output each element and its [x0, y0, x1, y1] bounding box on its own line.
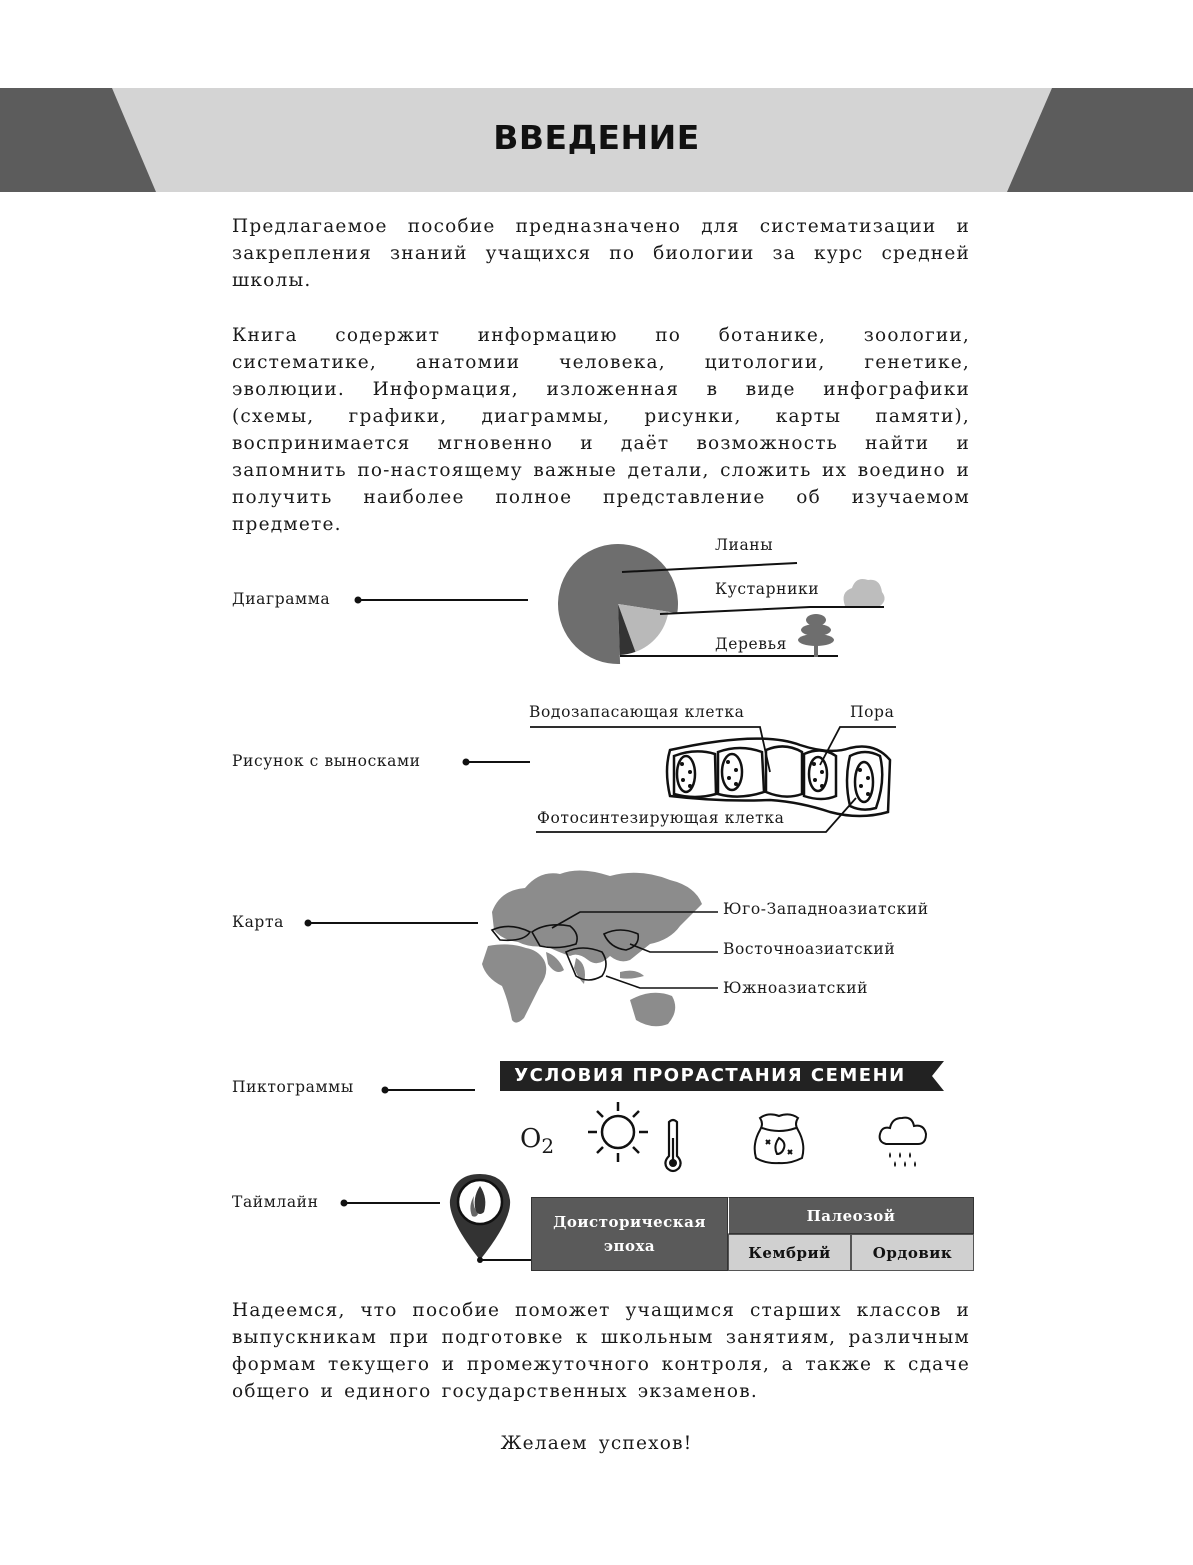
closing-wish: Желаем успехов! — [500, 1433, 693, 1454]
intro-paragraph-1: Предлагаемое пособие предназначено для систематизации и закрепления знаний учащихся по биологии за курс средней школы. — [232, 216, 970, 291]
timeline-subperiod: Кембрий — [728, 1234, 851, 1271]
pictograms-leader — [377, 1080, 477, 1100]
page-title: ВВЕДЕНИЕ — [493, 118, 700, 157]
timeline-leader — [336, 1193, 442, 1213]
timeline-period: Палеозой — [728, 1197, 974, 1234]
legend-trees: Деревья — [715, 635, 788, 653]
timeline-era: Доисторическая эпоха — [531, 1197, 728, 1271]
callout-photo-cell: Фотосинтезирующая клетка — [537, 809, 785, 827]
drawing-label: Рисунок с выносками — [232, 752, 421, 770]
oxygen-icon — [520, 1124, 554, 1158]
location-pin-icon — [442, 1170, 538, 1270]
map-label: Карта — [232, 913, 284, 931]
callout-pore: Пора — [850, 703, 895, 721]
timeline-subperiod: Ордовик — [851, 1234, 974, 1271]
drawing-leader — [458, 752, 532, 772]
rain-cloud-icon — [876, 1110, 930, 1170]
pictograms-banner: УСЛОВИЯ ПРОРАСТАНИЯ СЕМЕНИ — [514, 1065, 906, 1086]
oxygen-symbol: O — [520, 1124, 542, 1154]
pictograms-label: Пиктограммы — [232, 1078, 354, 1096]
world-map — [480, 860, 720, 1035]
region-southwest-asia: Юго-Западноазиатский — [723, 900, 929, 918]
diagram-leader — [350, 590, 530, 610]
timeline-label: Таймлайн — [232, 1193, 319, 1211]
seed-bag-icon — [748, 1108, 810, 1168]
region-south-asia: Южноазиатский — [723, 979, 869, 997]
sun-icon — [586, 1100, 650, 1164]
legend-lianas: Лианы — [715, 536, 774, 554]
intro-paragraph-2: Книга содержит информацию по ботанике, зоологии, систематике, анатомии человека, цитологии, генетике, эволюции. Информация, изложенная в виде инфографики (схемы, графики, диаграммы, рисунки, карты памяти), воспринимается мгновенно и даёт возможность найти и запомнить по-настоящему важные детали, сложить их воедино и получить наиболее полное представление об изучаемом предмете. — [232, 325, 970, 535]
legend-shrubs: Кустарники — [715, 580, 820, 598]
leaf-cells-drawing — [530, 720, 900, 835]
bush-icon — [844, 579, 885, 606]
oxygen-subscript: 2 — [541, 1134, 555, 1159]
diagram-label: Диаграмма — [232, 590, 331, 608]
thermometer-icon — [660, 1118, 686, 1174]
outro-paragraph: Надеемся, что пособие поможет учащимся старших классов и выпускникам при подготовке к школьным занятиям, различным формам текущего и промежуточного контроля, а также к сдаче общего и единого государственных экзаменов. — [232, 1300, 970, 1402]
region-east-asia: Восточноазиатский — [723, 940, 896, 958]
tree-icon — [798, 614, 834, 657]
map-leader — [300, 913, 480, 933]
callout-water-cell: Водозапасающая клетка — [529, 703, 745, 721]
